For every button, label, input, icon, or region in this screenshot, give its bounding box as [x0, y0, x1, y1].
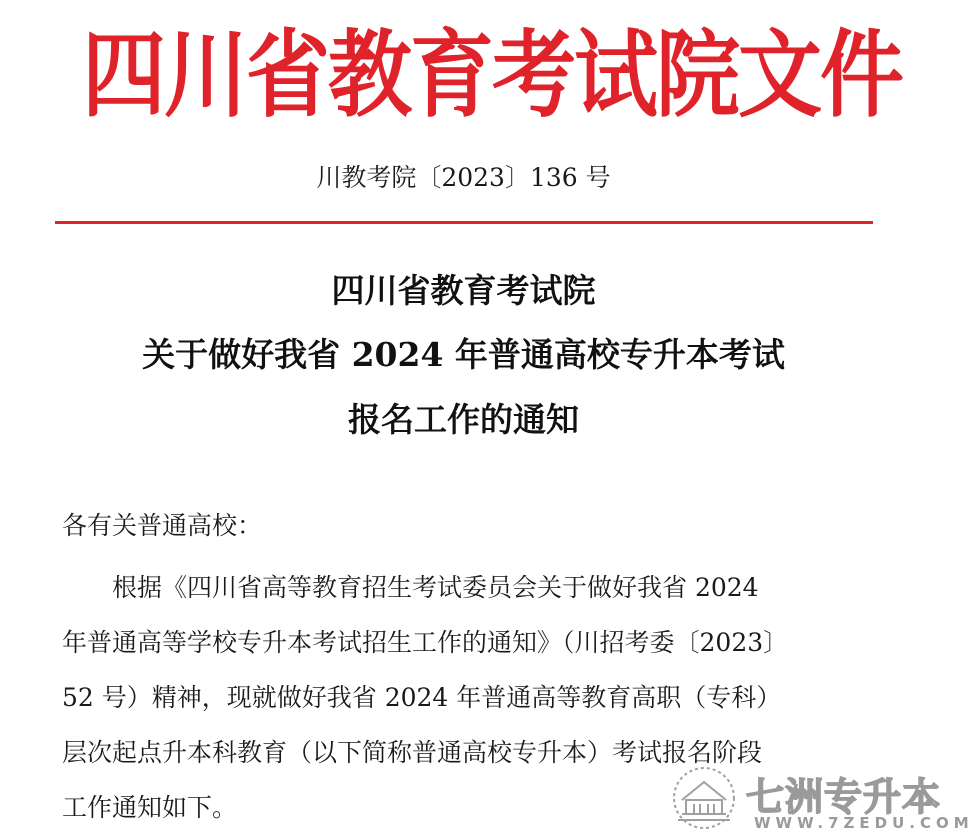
body-line: 工作通知如下。 — [62, 793, 238, 822]
body-line: 52 号）精神，现就做好我省 2024 年普通高等教育高职（专科） — [62, 683, 782, 712]
watermark-brand: 七洲专升本 — [746, 775, 942, 819]
header-divider — [55, 221, 873, 224]
document-masthead: 四川省教育考试院文件 — [82, 19, 903, 131]
building-logo-icon — [668, 764, 740, 832]
body-line: 层次起点升本科教育（以下简称普通高校专升本）考试报名阶段 — [62, 738, 763, 767]
title-line-3: 报名工作的通知 — [348, 400, 579, 439]
body-line: 年普通高等学校专升本考试招生工作的通知》（川招考委〔2023〕 — [62, 628, 789, 657]
title-line-2: 关于做好我省 2024 年普通高校专升本考试 — [142, 335, 785, 374]
document-number: 川教考院〔2023〕136 号 — [316, 163, 611, 192]
title-line-1: 四川省教育考试院 — [331, 271, 596, 310]
salutation: 各有关普通高校： — [62, 511, 263, 540]
watermark-url: WWW.7ZEDU.COM — [754, 814, 974, 832]
watermark — [668, 764, 974, 834]
body-line: 根据《四川省高等教育招生考试委员会关于做好我省 2024 — [112, 573, 759, 602]
